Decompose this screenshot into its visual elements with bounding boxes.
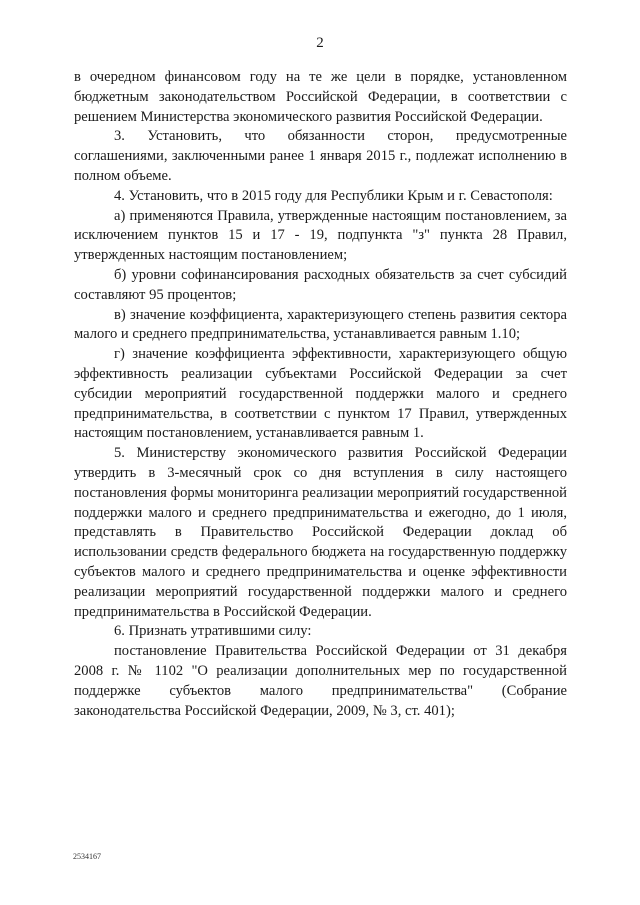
document-code: 2534167 xyxy=(73,852,101,861)
subparagraph-v: в) значение коэффициента, характеризующего степень развития сектора малого и среднего предпринимательства, устанавливается равным 1.10; xyxy=(74,306,567,343)
repealed-act-entry: постановление Правительства Российской Федерации от 31 декабря 2008 г. № 1102 "О реализации дополнительных мер по государственной поддержке субъектов малого предпринимательства" (Собрание законодательства Российской Федерации, 2009, № 3, ст. 401); xyxy=(74,643,567,719)
paragraph-item-3: 3. Установить, что обязанности сторон, предусмотренные соглашениями, заключенными ранее 1 января 2015 г., подлежат исполнению в полном объеме. xyxy=(74,128,567,184)
paragraph-item-4: 4. Установить, что в 2015 году для Республики Крым и г. Севастополя: xyxy=(114,187,553,204)
page-number: 2 xyxy=(316,35,324,51)
paragraph-continuation: в очередном финансовом году на те же цели в порядке, установленном бюджетным законодательством Российской Федерации, в соответствии с решением Министерства экономического развития Российской Федерации. xyxy=(74,69,567,125)
subparagraph-a: а) применяются Правила, утвержденные настоящим постановлением, за исключением пунктов 15 и 17 - 19, подпункта "з" пункта 28 Правил, утвержденных настоящим постановлением; xyxy=(74,207,567,264)
subparagraph-b: б) уровни софинансирования расходных обязательств за счет субсидий составляют 95 процентов; xyxy=(74,266,567,303)
subparagraph-g: г) значение коэффициента эффективности, характеризующего общую эффективность реализации субъектами Российской Федерации за счет субсидии мероприятий государственной поддержки малого и среднего предпринимательства, в соответствии с пунктом 17 Правил, утвержденных настоящим постановлением, устанавливается равным 1. xyxy=(74,346,567,442)
paragraph-item-5: 5. Министерству экономического развития Российской Федерации утвердить в 3-месячный срок со дня вступления в силу настоящего постановления формы мониторинга реализации мероприятий государственной поддержки малого и среднего предпринимательства и ежегодно, до 1 июля, представлять в Правительство Российской Федерации доклад об использовании средств федерального бюджета на государственную поддержку субъектов малого и среднего предпринимательства и оценке эффективности реализации мероприятий государственной поддержки малого и среднего предпринимательства в Российской Федерации. xyxy=(74,445,567,620)
paragraph-item-6: 6. Признать утратившими силу: xyxy=(114,623,312,640)
document-body xyxy=(74,68,567,721)
